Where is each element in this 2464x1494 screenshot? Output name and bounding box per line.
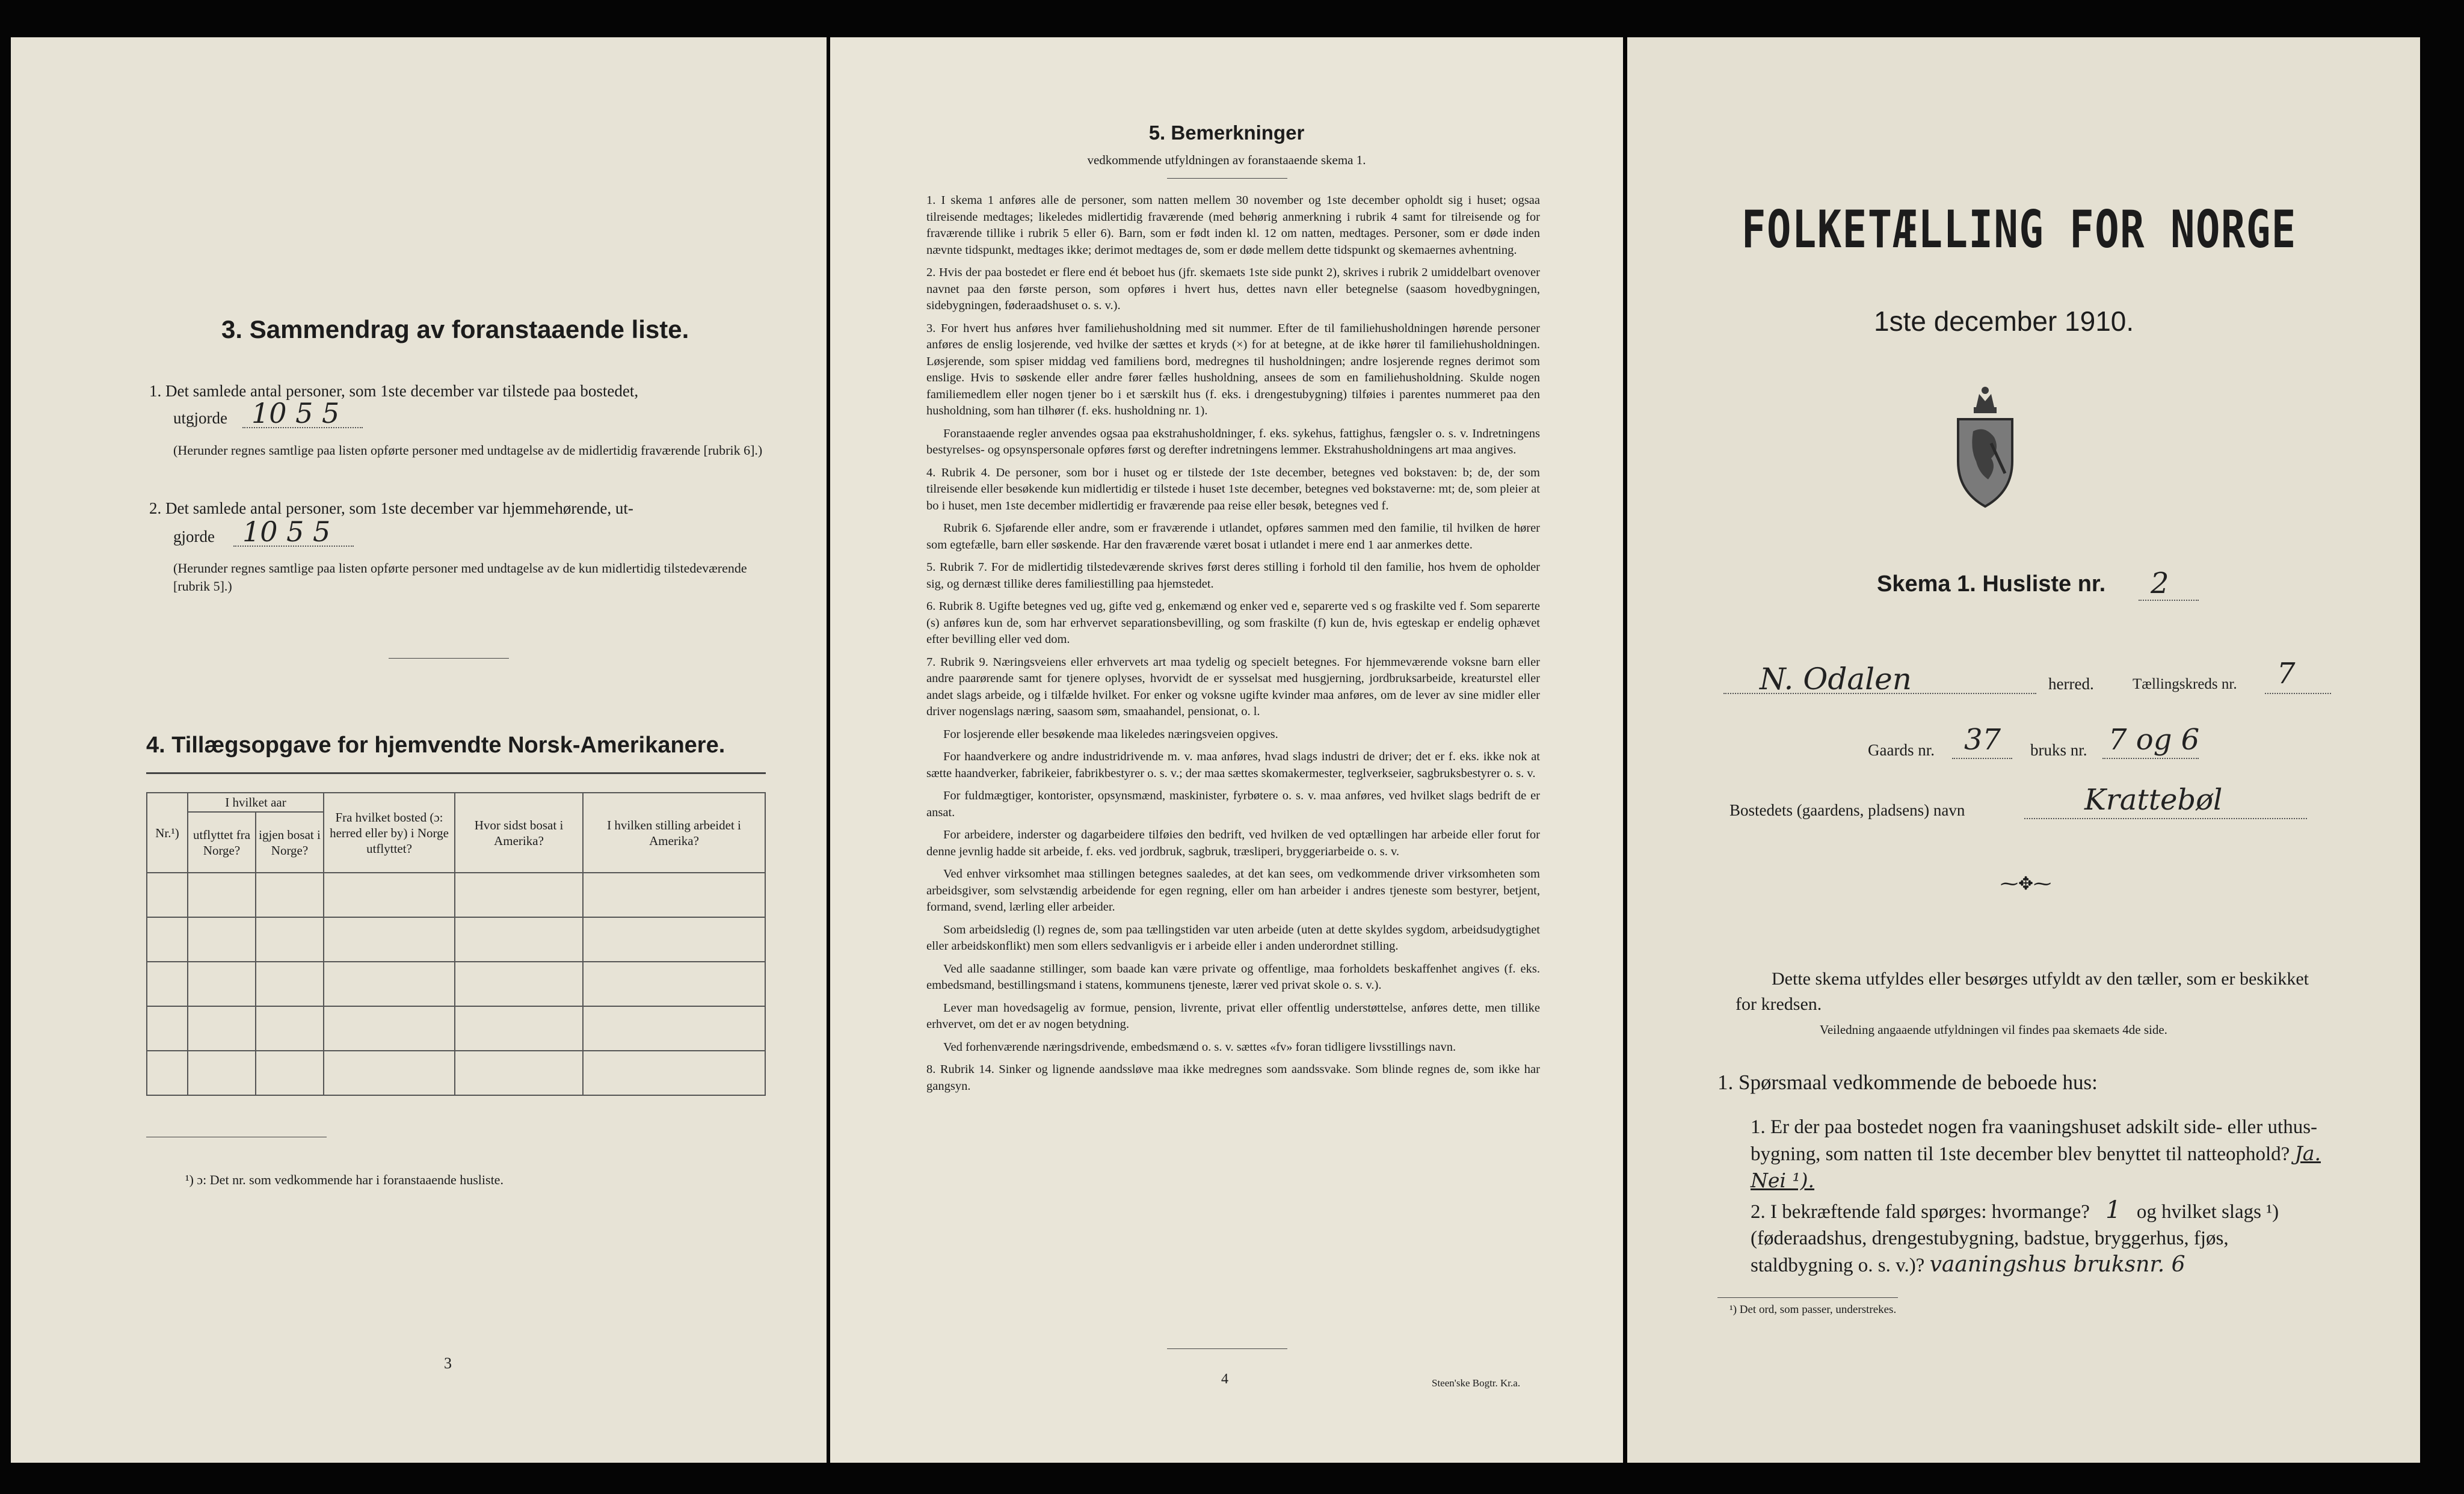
question-2-answer: vaaningshus bruksnr. 6 xyxy=(1929,1252,2185,1277)
kreds-label: Tællingskreds nr. xyxy=(2133,676,2237,692)
summary-item-2: 2. Det samlede antal personer, som 1ste december var hjemmehørende, ut- xyxy=(149,499,633,517)
intro-text: Dette skema utfyldes eller besørges utfyldt av den tæller, som er beskikket for kredsen. xyxy=(1736,969,2309,1014)
table-row xyxy=(147,873,765,917)
footnote: ¹) ɔ: Det nr. som vedkommende har i foranstaaende husliste. xyxy=(185,1172,504,1187)
page-3 xyxy=(11,37,827,1463)
herred-value: N. Odalen xyxy=(1760,662,1912,696)
main-title: FOLKETÆLLING FOR NORGE xyxy=(1742,200,2297,260)
kreds-value: 7 xyxy=(2277,657,2296,690)
question-1 xyxy=(1751,1114,2328,1194)
footnote-rule xyxy=(1717,1297,1898,1298)
col-utflyttet: utflyttet fra Norge? xyxy=(188,812,256,873)
bruks-value: 7 og 6 xyxy=(2108,723,2200,757)
rule-7-losjerende: For losjerende eller besøkende maa likeledes næringsveien opgives. xyxy=(943,727,1278,741)
question-1-answer: Ja. Nei ¹). xyxy=(1751,1142,2321,1192)
rule-2: 2. Hvis der paa bostedet er flere end ét beboet hus (jfr. skemaets 1ste side punkt 2), skrives i rubrik 2 umiddelbart ovenover navnet paa den første person, som opføres i hvert hus, dettes navn eller betegnelse (saasom hovedbygningen, sidebygningen, føderaadshuset o. s. v.). xyxy=(926,266,1540,312)
rules-list xyxy=(926,192,1540,1101)
rule-4: 4. Rubrik 4. De personer, som bor i huset og er tilstede der 1ste december, betegnes ved bokstaven: b; de, der som tilreisende eller besøkende kun midlertidig er tilstede i huset 1ste december, betegnes ved bokstaverne: mt; de, som pleier at bo i huset, men 1ste december midlertidig er fraværende paa reise eller besøk, betegnes ved f. xyxy=(926,466,1540,512)
summary-item-1: 1. Det samlede antal personer, som 1ste december var tilstede paa bostedet, xyxy=(149,382,639,400)
rule-6: 6. Rubrik 8. Ugifte betegnes ved ug, gifte ved g, enkemænd og enker ved e, separerte ved s og fraskilte ved f. Som separerte (s) anføres kun de, som har erhvervet separationsbevilling, og som fraskilte (f) kun de, hvis egteskap er endelig ophævet efter bevilling eller ved dom. xyxy=(926,600,1540,646)
summary-item-2-value: 10 5 5 xyxy=(242,515,331,548)
summary-item-1-utgjorde: utgjorde xyxy=(173,409,227,427)
rule-7-arbeidsledig: Som arbeidsledig (l) regnes de, som paa tællingstiden var uten arbeide (uten at dette skyldes sygdom, arbeidsudygtighet eller arbeidskonflikt) men som ellers sedvanligvis er i arbeide eller i anden underordnet stilling. xyxy=(926,923,1540,953)
husliste-nr: 2 xyxy=(2151,567,2169,600)
table-row xyxy=(147,1006,765,1051)
rule-3-extra: Foranstaaende regler anvendes ogsaa paa ekstrahusholdninger, f. eks. sykehus, fattighus, fængsler o. s. v. Indretningens bestyrelses- og opsynspersonale opføres først og derefter indretningens lemmer. Ekstrahusholdningens art maa angives. xyxy=(926,426,1540,456)
bemerkninger-title: 5. Bemerkninger xyxy=(1148,121,1305,144)
page-4 xyxy=(830,37,1623,1463)
title-rule xyxy=(1167,178,1287,179)
printer-mark: Steen'ske Bogtr. Kr.a. xyxy=(1432,1377,1521,1389)
question-1-text: 1. Er der paa bostedet nogen fra vaaningshuset adskilt side- eller uthus-bygning, som natten til 1ste december blev benyttet til natteophold? xyxy=(1751,1116,2318,1165)
herred-label: herred. xyxy=(2048,675,2094,693)
gaards-value: 37 xyxy=(1964,723,2001,757)
question-2 xyxy=(1751,1197,2328,1279)
footnote: ¹) Det ord, som passer, understrekes. xyxy=(1729,1303,1897,1316)
census-date: 1ste december 1910. xyxy=(1874,306,2134,337)
ornament: ⁓✥⁓ xyxy=(2000,874,2052,894)
rule-7-arbeidere: For arbeidere, inderster og dagarbeidere tilføies den bedrift, ved hvilken de ved optællingen har arbeide eller forut for denne jevnlig hadde sit arbeide, f. eks. ved jordbruk, sagbruk, træsliperi, bryggeriarbeide o. s. v. xyxy=(926,828,1540,858)
bosted-line xyxy=(2024,818,2307,819)
bottom-rule xyxy=(1167,1348,1287,1349)
bemerkninger-subtitle: vedkommende utfyldningen av foranstaaende skema 1. xyxy=(1087,153,1366,167)
rule-7-stillinger: Ved alle saadanne stillinger, som baade kan være private og offentlige, maa forholdets beskaffenhet angives (f. eks. embedsmand, bestillingsmand i statens, kommunens tjeneste, lærer ved privat skole o. s. v.). xyxy=(926,962,1540,992)
rule-7-forhenvaerende: Ved forhenværende næringsdrivende, embedsmænd o. s. v. sættes «fv» foran tidligere livsstillings navn. xyxy=(943,1040,1456,1054)
rule-7-haandverkere: For haandverkere og andre industridrivende m. v. maa anføres, hvad slags industri de driver; det er f. eks. ikke nok at sætte haandverker, fabrikeier, fabrikbestyrer o. s. v.; der maa sættes skomakermester, teglverkseier, sagbruksbestyrer o. s. v. xyxy=(926,750,1540,780)
rule-1: 1. I skema 1 anføres alle de personer, som natten mellem 30 november og 1ste december opholdt sig i huset; ogsaa tilreisende medtages; likeledes midlertidig fraværende (med behørig anmerkning i rubrik 4 samt for tilreisende og for fraværende tillike i rubrik 5 eller 6). Barn, som er født inden kl. 12 om natten, medtages. Personer, som er døde inden nævnte tidspunkt, medtages ikke; derimot medtages de, som er døde mellem dette tidspunkt og skemaernes avhentning. xyxy=(926,194,1540,257)
bruks-label: bruks nr. xyxy=(2030,741,2087,759)
table-row xyxy=(147,962,765,1006)
col-stilling: I hvilken stilling arbeidet i Amerika? xyxy=(583,793,765,873)
rule-8: 8. Rubrik 14. Sinker og lignende aandssløve maa ikke medregnes som aandssvake. Som blinde regnes de, som ikke har gangsyn. xyxy=(926,1063,1540,1093)
bruks-line xyxy=(2102,758,2199,759)
section-4-title: 4. Tillægsopgave for hjemvendte Norsk-Amerikanere. xyxy=(146,733,725,758)
rule-3: 3. For hvert hus anføres hver familiehusholdning med sit nummer. Efter de til familiehusholdningen hørende personer anføres de enslig losjerende, ved hvilke der sættes et kryds (×) for at betegne, at de ikke hører til familiehusholdningen. Løsjerende, som spiser middag ved familiens bord, medregnes til husholdningen; andre losjerende regnes derimot som enslige. Hvis to søskende eller andre fører fælles husholdning, ansees de som en familiehusholdning. Skulde nogen familiemedlem eller nogen tjener bo i et særskilt hus (f. eks. i drengestubygning) tilføies i parentes nummeret paa den husholdning, som han tilhører (f. eks. husholdning nr. 1). xyxy=(926,321,1540,417)
question-2-rest: og hvilket slags ¹) (føderaadshus, drengestubygning, badstue, bryggerhus, fjøs, staldbygning o. s. v.)? xyxy=(1751,1201,2279,1276)
gaards-line xyxy=(1952,758,2012,759)
rule-5: 5. Rubrik 7. For de midlertidig tilstedeværende skrives først deres stilling i forhold til den familie, hos hvem de opholder sig, og dernæst tillike deres familiestilling paa hjemstedet. xyxy=(926,561,1540,591)
section-3-title: 3. Sammendrag av foranstaaende liste. xyxy=(221,315,689,343)
col-fra-bosted: Fra hvilket bosted (ɔ: herred eller by) i Norge utflyttet? xyxy=(324,793,455,873)
rule-7: 7. Rubrik 9. Næringsveiens eller erhvervets art maa tydelig og specielt betegnes. For hjemmeværende voksne barn eller andre paarørende samt for tjenere oplyses, hvorvidt de er sysselsat med husgjerning, jordbruksarbeide, kreaturstel eller andet slags arbeide, og i tilfælde hvilket. For enker og voksne ugifte kvinder maa anføres, om de lever av sine midler eller driver nogenslags næring, saasom søm, smaahandel, pensionat, o. l. xyxy=(926,655,1540,718)
bosted-value: Krattebøl xyxy=(2084,783,2223,817)
question-2-text: 2. I bekræftende fald spørges: hvormange? xyxy=(1751,1201,2090,1223)
rule-4-rubrik-6: Rubrik 6. Sjøfarende eller andre, som er fraværende i utlandet, opføres sammen med den familie, til hvilken de hører som egtefælle, barn eller søskende. Har den fraværende været bosat i utlandet i mere end 1 aar anmerkes dette. xyxy=(926,521,1540,552)
summary-item-2-utgjorde: gjorde xyxy=(173,527,215,546)
gaards-label: Gaards nr. xyxy=(1868,741,1935,759)
table-row xyxy=(147,1051,765,1095)
rule-7-virksomhet: Ved enhver virksomhet maa stillingen betegnes saaledes, at det kan sees, om vedkommende driver virksomheten som arbeidsgiver, som selvstændig arbeidende for egen regning, eller om han arbeider i andres tjeneste som bestyrer, betjent, formand, svend, lærling eller arbeider. xyxy=(926,867,1540,914)
col-group-aar: I hvilket aar xyxy=(188,793,324,812)
summary-item-1-note: (Herunder regnes samtlige paa listen opførte personer med undtagelse av de midlertidig fraværende [rubrik 6].) xyxy=(173,443,763,458)
section-4-rule xyxy=(146,772,766,774)
intro-note: Veiledning angaaende utfyldningen vil findes paa skemaets 4de side. xyxy=(1820,1022,2167,1037)
col-hvor-bosat: Hvor sidst bosat i Amerika? xyxy=(455,793,583,873)
page-1 xyxy=(1627,37,2420,1463)
summary-item-2-note: (Herunder regnes samtlige paa listen opførte personer med undtagelse av de kun midlertidig tilstedeværende [rubrik 5].) xyxy=(173,561,747,594)
col-nr: Nr.¹) xyxy=(147,793,188,873)
divider xyxy=(389,658,509,659)
skema-label: Skema 1. Husliste nr. xyxy=(1877,571,2106,597)
table-row xyxy=(147,917,765,962)
bosted-label: Bostedets (gaardens, pladsens) navn xyxy=(1729,801,1965,819)
question-2-count: 1 xyxy=(2105,1196,2121,1224)
rule-7-formue: Lever man hovedsagelig av formue, pension, livrente, privat eller offentlig understøttelse, anføres dette, men tillike erhvervet, om det er av nogen betydning. xyxy=(926,1001,1540,1031)
kreds-line xyxy=(2265,693,2331,694)
rule-7-fuldmaegtiger: For fuldmægtiger, kontorister, opsynsmænd, maskinister, fyrbøtere o. s. v. maa anføres, ved hvilket slags bedrift de er ansat. xyxy=(926,789,1540,819)
page-number: 3 xyxy=(444,1354,452,1372)
norsk-amerikanere-table xyxy=(146,792,766,1096)
questions-header: 1. Spørsmaal vedkommende de beboede hus: xyxy=(1717,1071,2098,1094)
col-igjen: igjen bosat i Norge? xyxy=(256,812,324,873)
page-number: 4 xyxy=(1221,1371,1228,1387)
norway-lion-crest-icon xyxy=(1952,383,2018,509)
summary-item-1-value: 10 5 5 xyxy=(251,397,340,429)
